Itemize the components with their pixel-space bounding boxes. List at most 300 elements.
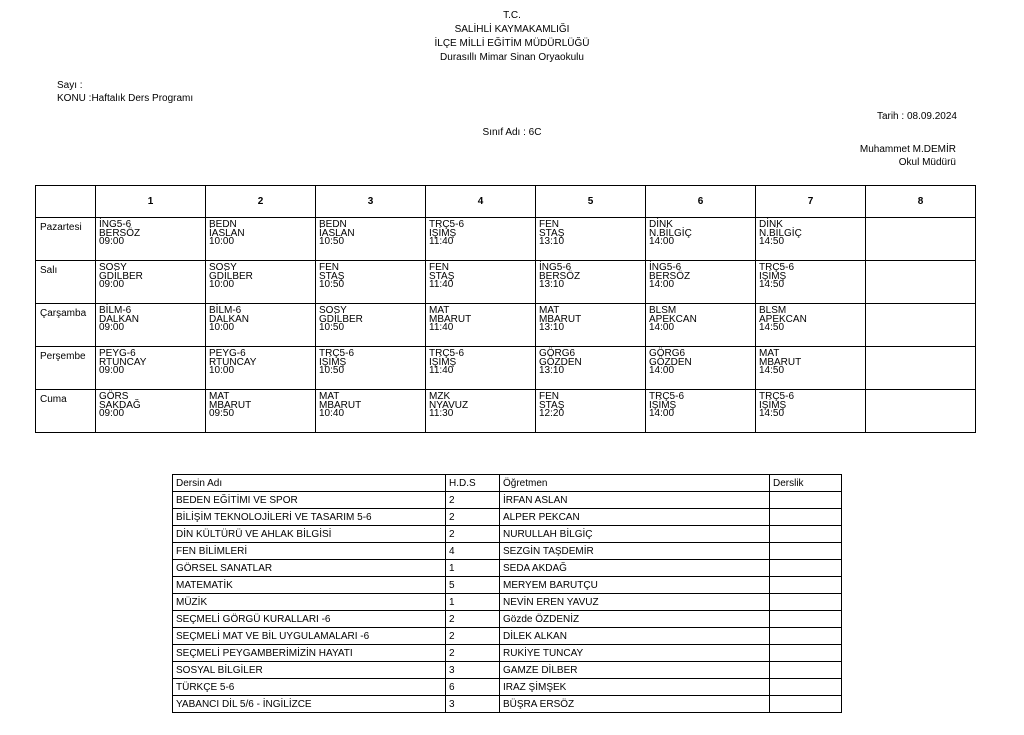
lesson-cell <box>646 347 756 390</box>
lesson-teacher: GDİLBER <box>99 270 143 282</box>
lesson-teacher: STAŞ <box>429 270 455 282</box>
lesson-code: BLSM <box>649 305 677 316</box>
teacher-name: DİLEK ALKAN <box>500 628 770 645</box>
course-row <box>173 509 842 526</box>
lesson-time: 14:50 <box>759 322 785 333</box>
lesson-teacher <box>869 316 975 325</box>
classroom <box>770 662 842 679</box>
lesson-info <box>426 347 535 376</box>
lesson-time: 10:50 <box>319 279 345 290</box>
classroom <box>770 577 842 594</box>
schedule-row <box>36 304 976 347</box>
lesson-info <box>316 347 425 376</box>
lesson-info <box>206 304 315 333</box>
lesson-teacher: STAŞ <box>319 270 345 282</box>
lesson-code: BLSM <box>759 305 787 316</box>
teacher-name: IRAZ ŞİMŞEK <box>500 679 770 696</box>
lesson-cell <box>426 347 536 390</box>
period-header: 7 <box>756 186 866 218</box>
lesson-info <box>316 218 425 247</box>
header-directorate: İLÇE MİLLİ EĞİTİM MÜDÜRLÜĞÜ <box>434 38 590 49</box>
header-tc: T.C. <box>503 10 521 21</box>
lesson-time <box>869 238 975 247</box>
lesson-cell <box>646 304 756 347</box>
lesson-teacher: BERSÖZ <box>99 227 141 239</box>
lesson-teacher: IŞİMŞ <box>759 270 787 282</box>
lesson-cell <box>866 347 976 390</box>
lesson-code: TRÇ5-6 <box>759 391 795 402</box>
lesson-cell <box>536 218 646 261</box>
schedule-row <box>36 261 976 304</box>
weekly-hours: 5 <box>446 577 500 594</box>
course-name: TÜRKÇE 5-6 <box>173 679 446 696</box>
lesson-teacher: BERSÖZ <box>649 270 691 282</box>
weekly-hours: 2 <box>446 645 500 662</box>
course-name: SEÇMELİ GÖRGÜ KURALLARI -6 <box>173 611 446 628</box>
period-header: 3 <box>316 186 426 218</box>
classroom <box>770 696 842 713</box>
lesson-teacher <box>869 359 975 368</box>
lesson-code: PEYG-6 <box>209 348 246 359</box>
header-school-name: Durasıllı Mimar Sinan Oryaokulu <box>440 52 584 63</box>
lesson-cell <box>96 261 206 304</box>
period-header: 6 <box>646 186 756 218</box>
lesson-time: 10:50 <box>319 236 345 247</box>
teacher-name: NEVİN EREN YAVUZ <box>500 594 770 611</box>
course-name: MÜZİK <box>173 594 446 611</box>
course-row <box>173 543 842 560</box>
document-subject: KONU :Haftalık Ders Programı <box>57 93 194 104</box>
classroom <box>770 611 842 628</box>
lesson-cell <box>426 218 536 261</box>
weekly-hours: 3 <box>446 696 500 713</box>
schedule-row <box>36 347 976 390</box>
lesson-code: GÖRG6 <box>649 348 686 359</box>
lesson-teacher: N.BİLGİÇ <box>649 227 692 239</box>
lesson-code: FEN <box>539 219 559 230</box>
lesson-teacher: SAKDAĞ <box>99 399 141 411</box>
lesson-teacher: IŞİMŞ <box>319 356 347 368</box>
lesson-teacher: IŞİMŞ <box>649 399 677 411</box>
course-row <box>173 645 842 662</box>
lesson-code <box>869 307 975 316</box>
course-list-table <box>172 474 842 713</box>
lesson-time: 11:40 <box>429 236 454 247</box>
lesson-code: GÖRS <box>99 391 129 402</box>
course-row <box>173 560 842 577</box>
lesson-time: 14:00 <box>649 408 675 419</box>
lesson-code: DİNK <box>649 219 673 230</box>
lesson-info <box>316 304 425 333</box>
teacher-name: NURULLAH BİLGİÇ <box>500 526 770 543</box>
course-row <box>173 611 842 628</box>
lesson-cell <box>316 390 426 433</box>
lesson-cell <box>96 218 206 261</box>
course-name-header: Dersin Adı <box>173 475 446 492</box>
teacher-name: RUKİYE TUNCAY <box>500 645 770 662</box>
weekly-hours: 6 <box>446 679 500 696</box>
weekly-hours: 3 <box>446 662 500 679</box>
lesson-info <box>206 218 315 247</box>
lesson-info <box>536 347 645 376</box>
lesson-info <box>206 347 315 376</box>
lesson-teacher: GDİLBER <box>209 270 253 282</box>
lesson-cell <box>96 304 206 347</box>
lesson-time: 10:00 <box>209 365 235 376</box>
weekly-hours-header: H.D.S <box>446 475 500 492</box>
lesson-info <box>756 218 865 247</box>
lesson-code: BİLM-6 <box>209 305 242 316</box>
teacher-name: SEZGİN TAŞDEMİR <box>500 543 770 560</box>
lesson-cell <box>646 218 756 261</box>
lesson-cell <box>866 218 976 261</box>
lesson-code: TRÇ5-6 <box>319 348 355 359</box>
lesson-teacher: DALKAN <box>99 313 140 325</box>
lesson-code: TRÇ5-6 <box>429 219 465 230</box>
lesson-info <box>316 390 425 419</box>
period-header: 4 <box>426 186 536 218</box>
lesson-cell <box>866 390 976 433</box>
lesson-info <box>646 390 755 419</box>
lesson-info <box>756 347 865 376</box>
lesson-cell <box>646 390 756 433</box>
lesson-code: MAT <box>209 391 230 402</box>
lesson-time: 10:00 <box>209 236 235 247</box>
lesson-time: 13:10 <box>539 365 565 376</box>
lesson-info <box>536 261 645 290</box>
schedule-corner-cell <box>36 186 96 218</box>
weekly-hours: 2 <box>446 509 500 526</box>
classroom-header: Derslik <box>770 475 842 492</box>
lesson-info <box>646 218 755 247</box>
lesson-time: 14:00 <box>649 322 675 333</box>
lesson-time: 10:50 <box>319 322 345 333</box>
lesson-code: BİLM-6 <box>99 305 132 316</box>
lesson-cell <box>426 304 536 347</box>
weekly-hours: 1 <box>446 560 500 577</box>
lesson-cell <box>206 390 316 433</box>
lesson-time: 14:50 <box>759 279 785 290</box>
lesson-time: 10:40 <box>319 408 345 419</box>
lesson-info <box>756 261 865 290</box>
day-label: Pazartesi <box>36 218 96 261</box>
lesson-time: 13:10 <box>539 322 565 333</box>
course-header-row <box>173 475 842 492</box>
weekly-hours: 4 <box>446 543 500 560</box>
lesson-info <box>756 304 865 333</box>
classroom <box>770 628 842 645</box>
lesson-teacher: APEKCAN <box>759 313 807 325</box>
lesson-teacher: MBARUT <box>429 313 472 325</box>
lesson-info <box>96 261 205 290</box>
lesson-teacher: İASLAN <box>319 227 355 239</box>
lesson-teacher <box>869 402 975 411</box>
classroom <box>770 645 842 662</box>
lesson-code: PEYG-6 <box>99 348 136 359</box>
classroom <box>770 509 842 526</box>
lesson-code: MAT <box>429 305 450 316</box>
lesson-teacher: APEKCAN <box>649 313 697 325</box>
lesson-time: 11:40 <box>429 279 454 290</box>
lesson-time: 11:30 <box>429 408 454 419</box>
teacher-name: ALPER PEKCAN <box>500 509 770 526</box>
schedule-header-row <box>36 186 976 218</box>
course-name: SEÇMELİ MAT VE BİL UYGULAMALARI -6 <box>173 628 446 645</box>
course-row <box>173 526 842 543</box>
lesson-teacher: IŞİMŞ <box>429 227 457 239</box>
day-label: Salı <box>36 261 96 304</box>
lesson-teacher: MBARUT <box>759 356 802 368</box>
course-row <box>173 594 842 611</box>
signer-title: Okul Müdürü <box>898 157 956 168</box>
lesson-cell <box>536 390 646 433</box>
lesson-code: FEN <box>539 391 559 402</box>
teacher-name: Gözde ÖZDENİZ <box>500 611 770 628</box>
classroom <box>770 679 842 696</box>
lesson-info <box>96 390 205 419</box>
lesson-cell <box>536 261 646 304</box>
lesson-code <box>869 393 975 402</box>
lesson-code: İNG5-6 <box>539 262 572 273</box>
lesson-cell <box>426 261 536 304</box>
lesson-info <box>536 390 645 419</box>
lesson-info <box>96 304 205 333</box>
header-district: SALİHLİ KAYMAKAMLIĞI <box>454 24 570 35</box>
period-header: 1 <box>96 186 206 218</box>
lesson-teacher: MBARUT <box>319 399 362 411</box>
lesson-teacher: GDİLBER <box>319 313 363 325</box>
lesson-info <box>536 304 645 333</box>
lesson-time: 09:00 <box>99 279 125 290</box>
lesson-info <box>426 390 535 419</box>
lesson-code: TRÇ5-6 <box>759 262 795 273</box>
lesson-code: SOSY <box>99 262 127 273</box>
lesson-time: 14:50 <box>759 236 785 247</box>
period-header: 2 <box>206 186 316 218</box>
lesson-teacher: N.BİLGİÇ <box>759 227 802 239</box>
document-number: Sayı : <box>57 80 83 91</box>
lesson-cell <box>206 261 316 304</box>
lesson-time: 14:00 <box>649 365 675 376</box>
lesson-cell <box>756 390 866 433</box>
weekly-hours: 1 <box>446 594 500 611</box>
lesson-teacher: İASLAN <box>209 227 245 239</box>
lesson-cell <box>206 218 316 261</box>
lesson-cell <box>646 261 756 304</box>
lesson-cell <box>536 347 646 390</box>
lesson-teacher: IŞİMŞ <box>759 399 787 411</box>
classroom <box>770 526 842 543</box>
lesson-code: DİNK <box>759 219 783 230</box>
lesson-teacher: GÖZDEN <box>539 356 582 368</box>
lesson-info <box>646 261 755 290</box>
lesson-info <box>96 347 205 376</box>
lesson-info <box>316 261 425 290</box>
teacher-name: İRFAN ASLAN <box>500 492 770 509</box>
lesson-time <box>869 281 975 290</box>
lesson-code: BEDN <box>209 219 237 230</box>
period-header: 8 <box>866 186 976 218</box>
teacher-name: SEDA AKDAĞ <box>500 560 770 577</box>
lesson-teacher: BERSÖZ <box>539 270 581 282</box>
lesson-teacher: STAŞ <box>539 399 565 411</box>
lesson-time: 13:10 <box>539 236 565 247</box>
teacher-name: BÜŞRA ERSÖZ <box>500 696 770 713</box>
lesson-teacher: NYAVUZ <box>429 399 469 411</box>
lesson-cell <box>316 304 426 347</box>
lesson-code: MAT <box>539 305 560 316</box>
lesson-teacher: GÖZDEN <box>649 356 692 368</box>
lesson-cell <box>756 304 866 347</box>
course-name: SEÇMELİ PEYGAMBERİMİZİN HAYATI <box>173 645 446 662</box>
lesson-code: FEN <box>429 262 449 273</box>
lesson-teacher: STAŞ <box>539 227 565 239</box>
lesson-time: 09:00 <box>99 408 125 419</box>
lesson-info <box>536 218 645 247</box>
lesson-code: MAT <box>759 348 780 359</box>
lesson-time: 09:00 <box>99 236 125 247</box>
lesson-cell <box>866 261 976 304</box>
lesson-time: 14:50 <box>759 365 785 376</box>
classroom <box>770 492 842 509</box>
course-row <box>173 696 842 713</box>
course-name: DİN KÜLTÜRÜ VE AHLAK BİLGİSİ <box>173 526 446 543</box>
lesson-teacher: MBARUT <box>539 313 582 325</box>
day-label: Çarşamba <box>36 304 96 347</box>
lesson-teacher <box>869 273 975 282</box>
lesson-cell <box>316 218 426 261</box>
lesson-code <box>869 264 975 273</box>
lesson-time: 13:10 <box>539 279 565 290</box>
lesson-time: 14:00 <box>649 236 675 247</box>
lesson-info <box>426 218 535 247</box>
lesson-info <box>756 390 865 419</box>
lesson-info <box>426 261 535 290</box>
lesson-info <box>646 304 755 333</box>
lesson-code <box>869 350 975 359</box>
document-date: Tarih : 08.09.2024 <box>876 111 957 122</box>
lesson-code: MZK <box>429 391 451 402</box>
lesson-time: 14:00 <box>649 279 675 290</box>
lesson-teacher: RTUNCAY <box>209 356 257 368</box>
lesson-teacher: DALKAN <box>209 313 250 325</box>
course-name: FEN BİLİMLERİ <box>173 543 446 560</box>
lesson-time: 12:20 <box>539 408 565 419</box>
course-name: BİLİŞİM TEKNOLOJİLERİ VE TASARIM 5-6 <box>173 509 446 526</box>
lesson-cell <box>316 261 426 304</box>
teacher-name: GAMZE DİLBER <box>500 662 770 679</box>
course-name: YABANCI DİL 5/6 - İNGİLİZCE <box>173 696 446 713</box>
lesson-code: SOSY <box>209 262 237 273</box>
course-row <box>173 662 842 679</box>
weekly-hours: 2 <box>446 526 500 543</box>
lesson-info <box>866 304 975 333</box>
day-label: Cuma <box>36 390 96 433</box>
schedule-row <box>36 218 976 261</box>
course-row <box>173 492 842 509</box>
lesson-cell <box>316 347 426 390</box>
classroom <box>770 594 842 611</box>
lesson-cell <box>426 390 536 433</box>
course-row <box>173 577 842 594</box>
lesson-info <box>206 261 315 290</box>
lesson-info <box>866 390 975 419</box>
lesson-time <box>869 410 975 419</box>
lesson-time: 11:40 <box>429 322 454 333</box>
signer-name: Muhammet M.DEMİR <box>859 144 956 155</box>
lesson-cell <box>536 304 646 347</box>
weekly-hours: 2 <box>446 628 500 645</box>
lesson-code: MAT <box>319 391 340 402</box>
lesson-code: GÖRG6 <box>539 348 576 359</box>
lesson-time: 09:00 <box>99 322 125 333</box>
classroom <box>770 543 842 560</box>
lesson-info <box>866 261 975 290</box>
lesson-code: BEDN <box>319 219 347 230</box>
lesson-cell <box>206 347 316 390</box>
lesson-code: TRÇ5-6 <box>429 348 465 359</box>
lesson-cell <box>756 347 866 390</box>
lesson-time: 11:40 <box>429 365 454 376</box>
course-name: GÖRSEL SANATLAR <box>173 560 446 577</box>
lesson-code: FEN <box>319 262 339 273</box>
class-name: Sınıf Adı : 6C <box>482 127 542 138</box>
weekly-schedule-table <box>35 185 976 433</box>
lesson-info <box>866 218 975 247</box>
document-header <box>0 9 1024 65</box>
lesson-cell <box>866 304 976 347</box>
lesson-time <box>869 367 975 376</box>
lesson-cell <box>206 304 316 347</box>
lesson-cell <box>96 390 206 433</box>
course-name: SOSYAL BİLGİLER <box>173 662 446 679</box>
lesson-teacher: MBARUT <box>209 399 252 411</box>
lesson-time: 10:50 <box>319 365 345 376</box>
teacher-header: Öğretmen <box>500 475 770 492</box>
weekly-hours: 2 <box>446 611 500 628</box>
lesson-code: TRÇ5-6 <box>649 391 685 402</box>
lesson-cell <box>756 218 866 261</box>
lesson-info <box>96 218 205 247</box>
lesson-time: 09:50 <box>209 408 235 419</box>
schedule-row <box>36 390 976 433</box>
lesson-info <box>206 390 315 419</box>
lesson-time: 10:00 <box>209 322 235 333</box>
lesson-teacher: IŞİMŞ <box>429 356 457 368</box>
course-name: BEDEN EĞİTİMI VE SPOR <box>173 492 446 509</box>
day-label: Perşembe <box>36 347 96 390</box>
lesson-time: 10:00 <box>209 279 235 290</box>
lesson-cell <box>96 347 206 390</box>
course-row <box>173 628 842 645</box>
lesson-info <box>426 304 535 333</box>
weekly-hours: 2 <box>446 492 500 509</box>
course-name: MATEMATİK <box>173 577 446 594</box>
lesson-info <box>646 347 755 376</box>
lesson-code: İNG5-6 <box>649 262 682 273</box>
lesson-cell <box>756 261 866 304</box>
lesson-time: 09:00 <box>99 365 125 376</box>
lesson-code <box>869 221 975 230</box>
lesson-time <box>869 324 975 333</box>
lesson-info <box>866 347 975 376</box>
period-header: 5 <box>536 186 646 218</box>
lesson-teacher: RTUNCAY <box>99 356 147 368</box>
teacher-name: MERYEM BARUTÇU <box>500 577 770 594</box>
classroom <box>770 560 842 577</box>
course-row <box>173 679 842 696</box>
lesson-code: SOSY <box>319 305 347 316</box>
